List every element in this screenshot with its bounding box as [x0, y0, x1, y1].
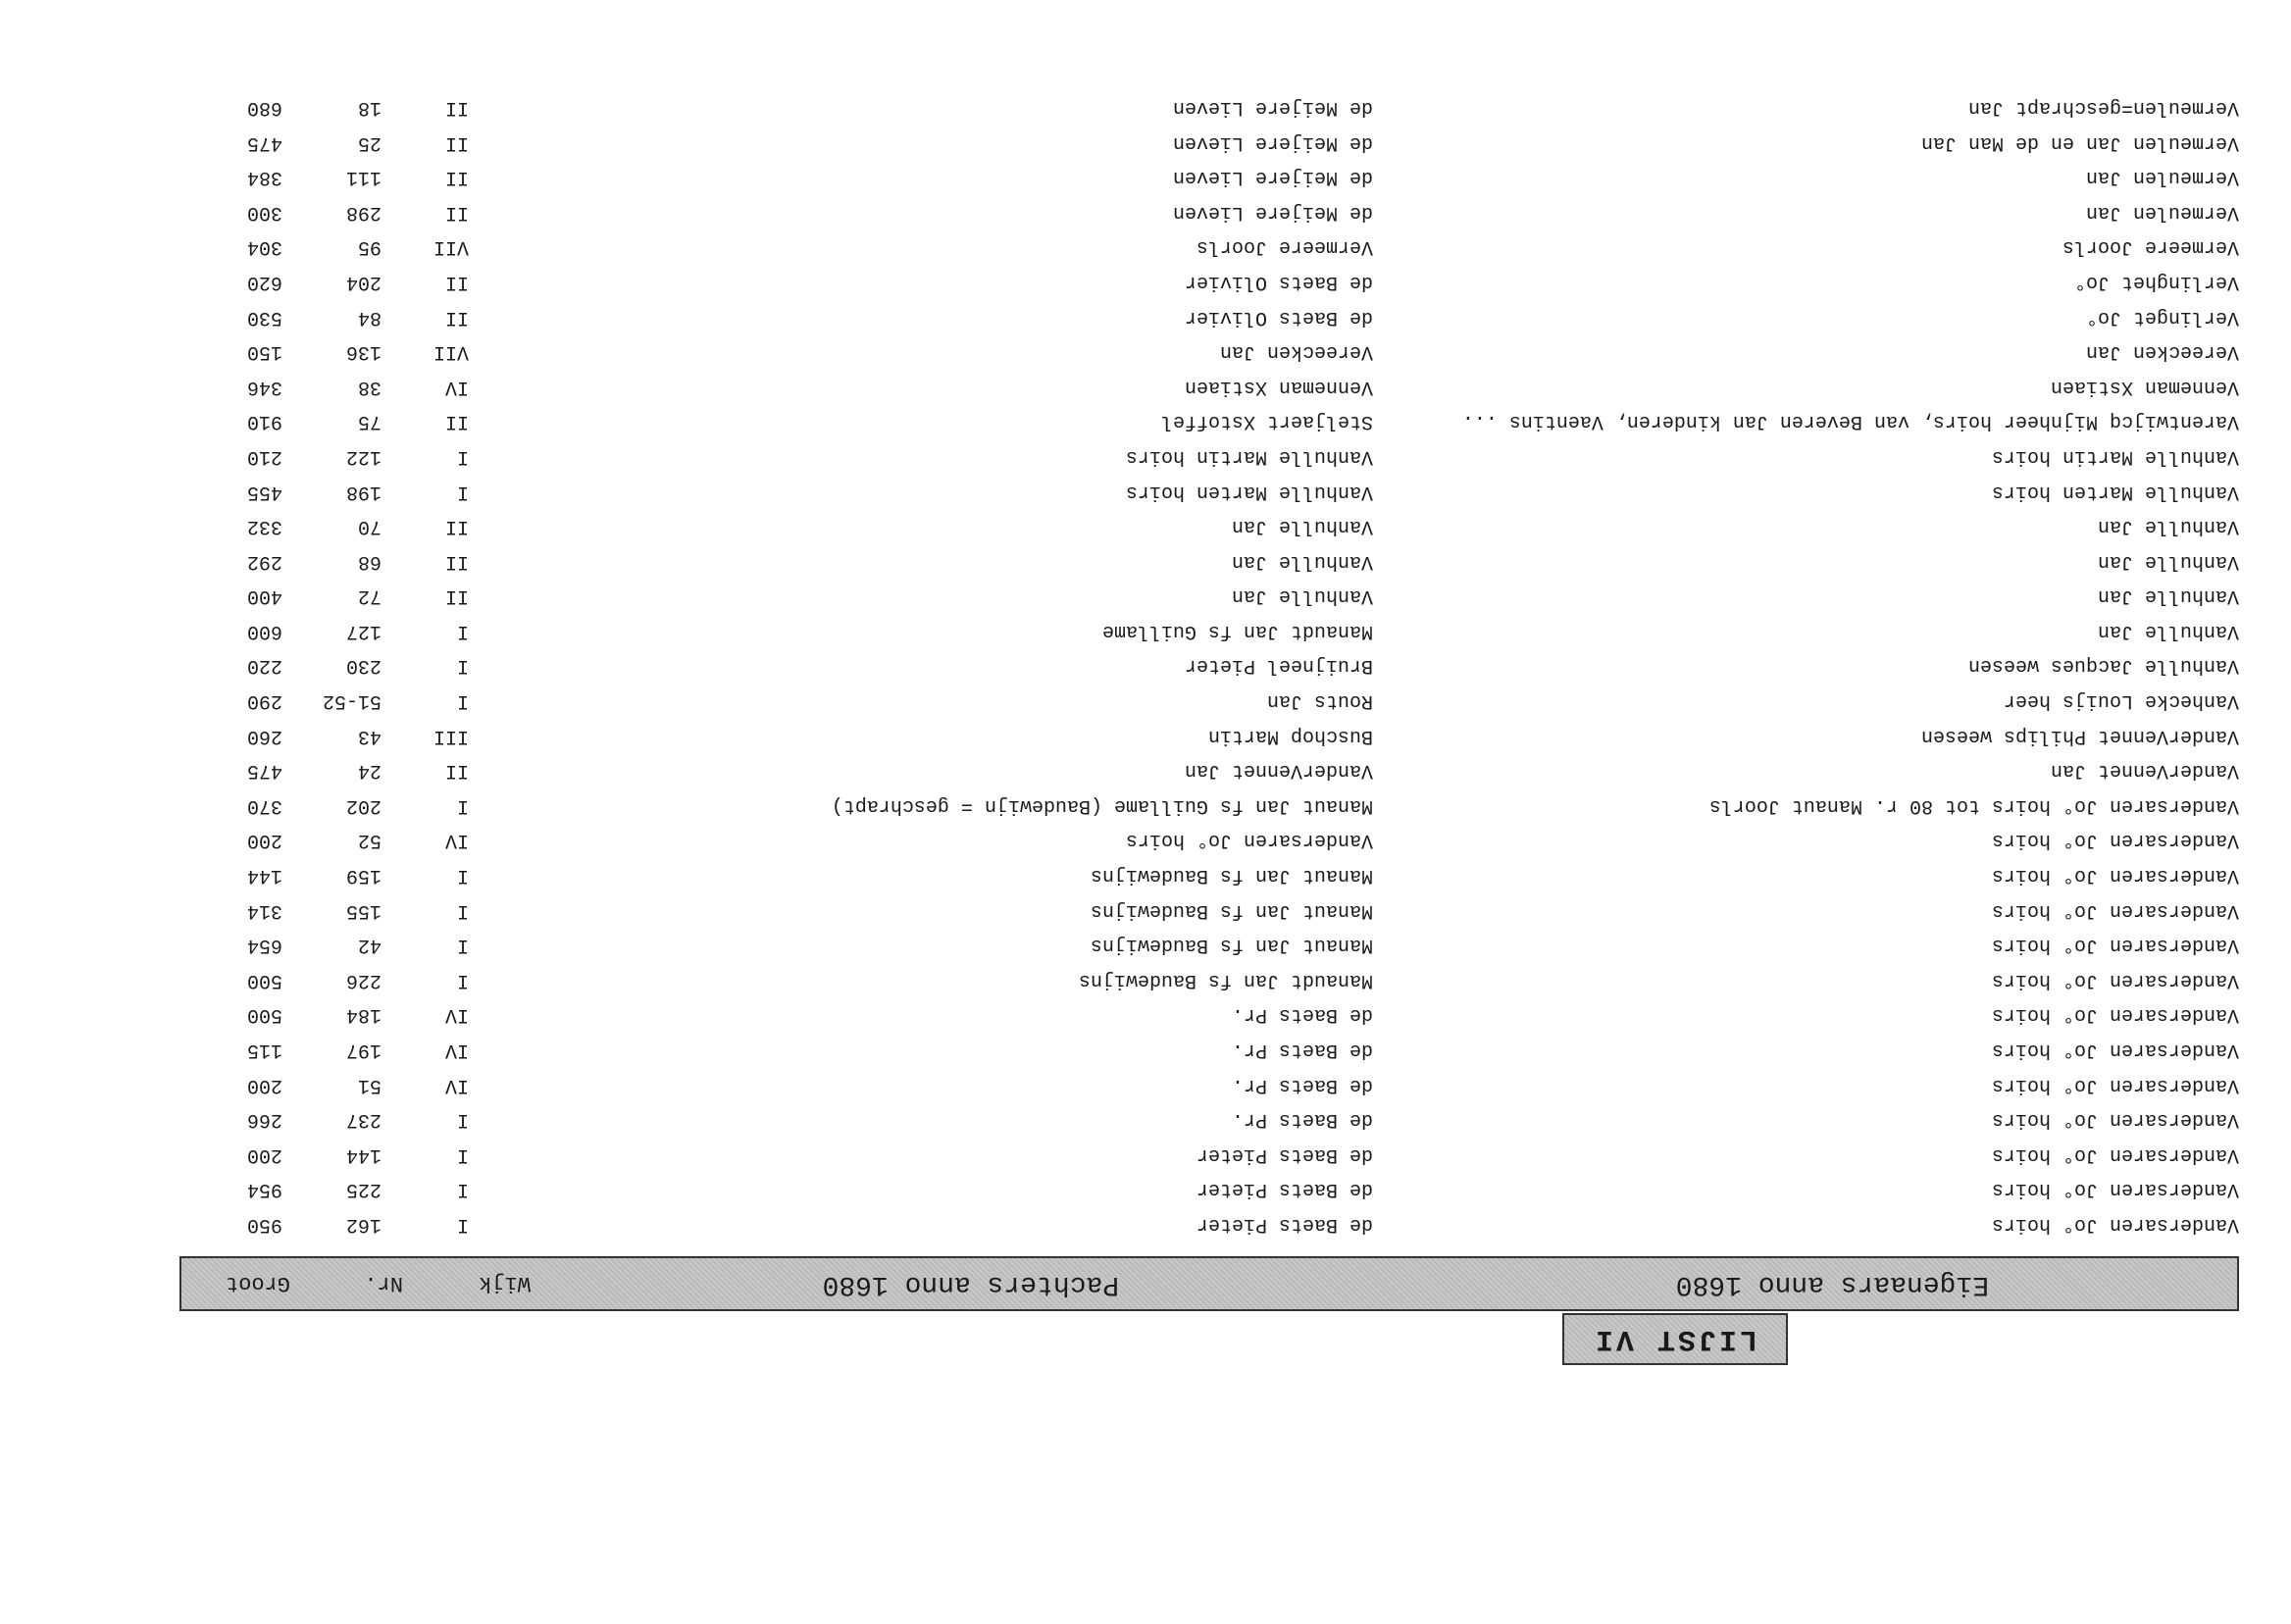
table-row	[179, 125, 2239, 160]
cell-tenant: VanderVennet Jan	[1184, 759, 1373, 783]
table-header	[179, 1256, 2239, 1311]
cell-groot: 144	[246, 864, 282, 888]
table-row	[179, 229, 2239, 265]
cell-owner: Vandersaren Jo° hoirs	[1991, 1003, 2239, 1027]
cell-groot: 400	[246, 584, 282, 608]
cell-nr: 70	[357, 515, 382, 538]
cell-groot: 475	[246, 759, 282, 783]
cell-owner: Vandersaren Jo° hoirs	[1991, 968, 2239, 991]
cell-owner: Varentwijcq Mijnheer hoirs, van Beveren Jan kinderen, Vaentins ...	[1461, 410, 2239, 433]
cell-wijk: II	[444, 200, 469, 224]
cell-owner: Vandersaren Jo° hoirs	[1991, 1213, 2239, 1236]
table-row	[179, 1102, 2239, 1138]
cell-nr: 298	[345, 200, 382, 224]
table-row	[179, 438, 2239, 474]
cell-wijk: I	[456, 444, 469, 468]
cell-nr: 24	[357, 759, 382, 783]
table-row	[179, 264, 2239, 299]
cell-tenant: Vanhulle Marten hoirs	[1125, 480, 1373, 503]
cell-groot: 370	[246, 793, 282, 817]
cell-groot: 346	[246, 375, 282, 398]
cell-groot: 260	[246, 724, 282, 747]
cell-nr: 155	[345, 898, 382, 922]
cell-nr: 237	[345, 1108, 382, 1132]
header-nr: Nr.	[364, 1271, 403, 1295]
cell-wijk: IV	[444, 375, 469, 398]
table-row	[179, 613, 2239, 648]
cell-owner: VanderVennet Philips weesen	[1920, 724, 2239, 747]
cell-wijk: II	[444, 549, 469, 573]
cell-tenant: Vanhulle Jan	[1231, 584, 1373, 608]
cell-groot: 530	[246, 305, 282, 329]
cell-nr: 42	[357, 934, 382, 957]
cell-owner: Vereecken Jan	[2085, 340, 2239, 364]
cell-groot: 304	[246, 235, 282, 259]
cell-owner: Vandersaren Jo° hoirs	[1991, 1039, 2239, 1062]
cell-tenant: Vandersaren Jo° hoirs	[1125, 829, 1373, 852]
cell-groot: 314	[246, 898, 282, 922]
table-row	[179, 1032, 2239, 1067]
cell-groot: 332	[246, 515, 282, 538]
table-row	[179, 928, 2239, 963]
header-owner: Eigenaars anno 1680	[1675, 1269, 1989, 1299]
cell-groot: 500	[246, 968, 282, 991]
cell-owner: VanderVennet Jan	[2050, 759, 2239, 783]
cell-tenant: Vermeere Joorls	[1196, 235, 1373, 259]
table-row	[179, 160, 2239, 195]
cell-tenant: Vereecken Jan	[1219, 340, 1373, 364]
cell-nr: 95	[357, 235, 382, 259]
cell-wijk: I	[456, 1213, 469, 1236]
cell-nr: 111	[345, 166, 382, 189]
cell-nr: 25	[357, 130, 382, 154]
cell-tenant: Manaut Jan fs Baudewijns	[1090, 934, 1373, 957]
cell-groot: 500	[246, 1003, 282, 1027]
cell-groot: 950	[246, 1213, 282, 1236]
cell-groot: 292	[246, 549, 282, 573]
cell-owner: Vermeulen Jan	[2085, 166, 2239, 189]
cell-nr: 127	[345, 619, 382, 642]
cell-tenant: Manaudt Jan fs Baudewijns	[1078, 968, 1373, 991]
cell-groot: 680	[246, 96, 282, 119]
cell-groot: 620	[246, 270, 282, 293]
cell-tenant: de Meijere Lieven	[1172, 96, 1373, 119]
table-row	[179, 474, 2239, 509]
cell-owner: Verlinget Jo°	[2085, 305, 2239, 329]
cell-nr: 51	[357, 1073, 382, 1096]
cell-nr: 184	[345, 1003, 382, 1027]
cell-tenant: Manaut Jan fs Baudewijns	[1090, 864, 1373, 888]
cell-nr: 202	[345, 793, 382, 817]
cell-tenant: Manaut Jan fs Baudewijns	[1090, 898, 1373, 922]
table-row	[179, 1206, 2239, 1242]
cell-owner: Vandersaren Jo° hoirs	[1991, 829, 2239, 852]
cell-groot: 150	[246, 340, 282, 364]
cell-owner: Vandersaren Jo° hoirs	[1991, 1142, 2239, 1166]
cell-wijk: III	[433, 724, 469, 747]
cell-tenant: Manaudt Jan fs Guillame	[1101, 619, 1373, 642]
cell-nr: 68	[357, 549, 382, 573]
cell-nr: 18	[357, 96, 382, 119]
list-title: LIJST VI	[1562, 1313, 1788, 1365]
cell-owner: Vanhulle Jan	[2097, 515, 2239, 538]
table-row	[179, 684, 2239, 719]
cell-tenant: Vanhulle Jan	[1231, 515, 1373, 538]
cell-groot: 384	[246, 166, 282, 189]
cell-wijk: I	[456, 689, 469, 713]
cell-wijk: I	[456, 1178, 469, 1201]
cell-nr: 226	[345, 968, 382, 991]
cell-nr: 162	[345, 1213, 382, 1236]
cell-owner: Vermeulen Jan	[2085, 200, 2239, 224]
cell-wijk: I	[456, 619, 469, 642]
cell-tenant: de Baets Pr.	[1231, 1108, 1373, 1132]
cell-wijk: I	[456, 793, 469, 817]
cell-tenant: Steljaert Xstoffel	[1160, 410, 1373, 433]
cell-nr: 43	[357, 724, 382, 747]
cell-tenant: de Baets Pr.	[1231, 1073, 1373, 1096]
table-row	[179, 823, 2239, 858]
header-groot: Groot	[225, 1271, 290, 1295]
cell-wijk: I	[456, 1142, 469, 1166]
cell-groot: 300	[246, 200, 282, 224]
cell-nr: 51-52	[322, 689, 382, 713]
cell-wijk: I	[456, 480, 469, 503]
cell-tenant: Manaut Jan fs Guillame (Baudewijn = geschrapt)	[831, 793, 1373, 817]
cell-tenant: Vanhulle Martin hoirs	[1125, 444, 1373, 468]
table-row	[179, 579, 2239, 614]
cell-owner: Vandersaren Jo° hoirs	[1991, 1073, 2239, 1096]
cell-owner: Vandersaren Jo° hoirs	[1991, 1108, 2239, 1132]
cell-wijk: I	[456, 898, 469, 922]
cell-wijk: VII	[433, 340, 469, 364]
cell-owner: Vandersaren Jo° hoirs	[1991, 864, 2239, 888]
cell-groot: 954	[246, 1178, 282, 1201]
cell-owner: Venneman Xstiaen	[2050, 375, 2239, 398]
cell-groot: 910	[246, 410, 282, 433]
table-row	[179, 718, 2239, 753]
cell-owner: Vandersaren Jo° hoirs tot 80 r. Manaut Joorls	[1708, 793, 2239, 817]
cell-wijk: II	[444, 584, 469, 608]
cell-nr: 159	[345, 864, 382, 888]
cell-groot: 115	[246, 1039, 282, 1062]
cell-owner: Vanhulle Marten hoirs	[1991, 480, 2239, 503]
table-row	[179, 299, 2239, 334]
cell-tenant: de Baets Pieter	[1196, 1142, 1373, 1166]
cell-owner: Vermeulen=geschrapt Jan	[1967, 96, 2239, 119]
cell-wijk: I	[456, 654, 469, 678]
cell-wijk: II	[444, 759, 469, 783]
table-row	[179, 892, 2239, 928]
cell-groot: 220	[246, 654, 282, 678]
cell-tenant: de Meijere Lieven	[1172, 200, 1373, 224]
cell-wijk: I	[456, 968, 469, 991]
cell-nr: 197	[345, 1039, 382, 1062]
cell-nr: 144	[345, 1142, 382, 1166]
table-row	[179, 369, 2239, 404]
cell-wijk: II	[444, 166, 469, 189]
cell-nr: 225	[345, 1178, 382, 1201]
cell-tenant: Vanhulle Jan	[1231, 549, 1373, 573]
table-row	[179, 334, 2239, 370]
table-row	[179, 648, 2239, 684]
table-row	[179, 857, 2239, 892]
cell-groot: 475	[246, 130, 282, 154]
cell-wijk: II	[444, 305, 469, 329]
cell-owner: Vanhulle Jan	[2097, 619, 2239, 642]
cell-wijk: II	[444, 270, 469, 293]
table-row	[179, 89, 2239, 125]
cell-tenant: de Baets Pr.	[1231, 1039, 1373, 1062]
cell-wijk: VII	[433, 235, 469, 259]
table-body	[179, 89, 2239, 1242]
cell-nr: 52	[357, 829, 382, 852]
cell-owner: Vermeere Joorls	[2062, 235, 2239, 259]
table-row	[179, 194, 2239, 229]
cell-wijk: I	[456, 1108, 469, 1132]
table-row	[179, 1172, 2239, 1207]
table-row	[179, 962, 2239, 997]
cell-tenant: de Baets Pr.	[1231, 1003, 1373, 1027]
header-tenant: Pachters anno 1680	[822, 1269, 1119, 1299]
cell-nr: 136	[345, 340, 382, 364]
cell-nr: 84	[357, 305, 382, 329]
cell-groot: 600	[246, 619, 282, 642]
cell-wijk: II	[444, 130, 469, 154]
cell-tenant: Venneman Xstiaen	[1184, 375, 1373, 398]
cell-tenant: Bruijneel Pieter	[1184, 654, 1373, 678]
cell-nr: 122	[345, 444, 382, 468]
cell-owner: Vanhulle Jan	[2097, 549, 2239, 573]
cell-owner: Verlinghet Jo°	[2073, 270, 2239, 293]
table-row	[179, 509, 2239, 544]
cell-groot: 210	[246, 444, 282, 468]
cell-owner: Vanhulle Martin hoirs	[1991, 444, 2239, 468]
table-row	[179, 1067, 2239, 1102]
cell-wijk: I	[456, 934, 469, 957]
cell-nr: 198	[345, 480, 382, 503]
header-wijk: Wijk	[479, 1271, 531, 1295]
table-row	[179, 404, 2239, 439]
cell-tenant: de Meijere Lieven	[1172, 130, 1373, 154]
cell-tenant: de Baets Olivier	[1184, 305, 1373, 329]
cell-groot: 266	[246, 1108, 282, 1132]
cell-owner: Vandersaren Jo° hoirs	[1991, 1178, 2239, 1201]
cell-groot: 200	[246, 829, 282, 852]
cell-wijk: IV	[444, 1073, 469, 1096]
cell-wijk: II	[444, 96, 469, 119]
cell-wijk: II	[444, 515, 469, 538]
cell-nr: 204	[345, 270, 382, 293]
cell-tenant: de Baets Pieter	[1196, 1178, 1373, 1201]
cell-tenant: de Baets Pieter	[1196, 1213, 1373, 1236]
cell-groot: 200	[246, 1142, 282, 1166]
cell-owner: Vandersaren Jo° hoirs	[1991, 934, 2239, 957]
table-row	[179, 997, 2239, 1033]
cell-groot: 290	[246, 689, 282, 713]
cell-tenant: Buschop Martin	[1207, 724, 1373, 747]
cell-owner: Vanhulle Jacques weesen	[1967, 654, 2239, 678]
cell-wijk: IV	[444, 1003, 469, 1027]
cell-groot: 200	[246, 1073, 282, 1096]
cell-owner: Vanhulle Jan	[2097, 584, 2239, 608]
table-row	[179, 1137, 2239, 1172]
cell-owner: Vanhecke Louijs heer	[2003, 689, 2239, 713]
cell-tenant: de Baets Olivier	[1184, 270, 1373, 293]
cell-wijk: IV	[444, 829, 469, 852]
cell-wijk: IV	[444, 1039, 469, 1062]
cell-groot: 455	[246, 480, 282, 503]
cell-owner: Vandersaren Jo° hoirs	[1991, 898, 2239, 922]
table-row	[179, 787, 2239, 823]
cell-nr: 75	[357, 410, 382, 433]
cell-wijk: I	[456, 864, 469, 888]
cell-nr: 38	[357, 375, 382, 398]
cell-tenant: Routs Jan	[1266, 689, 1373, 713]
cell-nr: 72	[357, 584, 382, 608]
table-row	[179, 543, 2239, 579]
cell-groot: 654	[246, 934, 282, 957]
cell-nr: 230	[345, 654, 382, 678]
table-row	[179, 753, 2239, 788]
cell-tenant: de Meijere Lieven	[1172, 166, 1373, 189]
cell-owner: Vermeulen Jan en de Man Jan	[1920, 130, 2239, 154]
cell-wijk: II	[444, 410, 469, 433]
